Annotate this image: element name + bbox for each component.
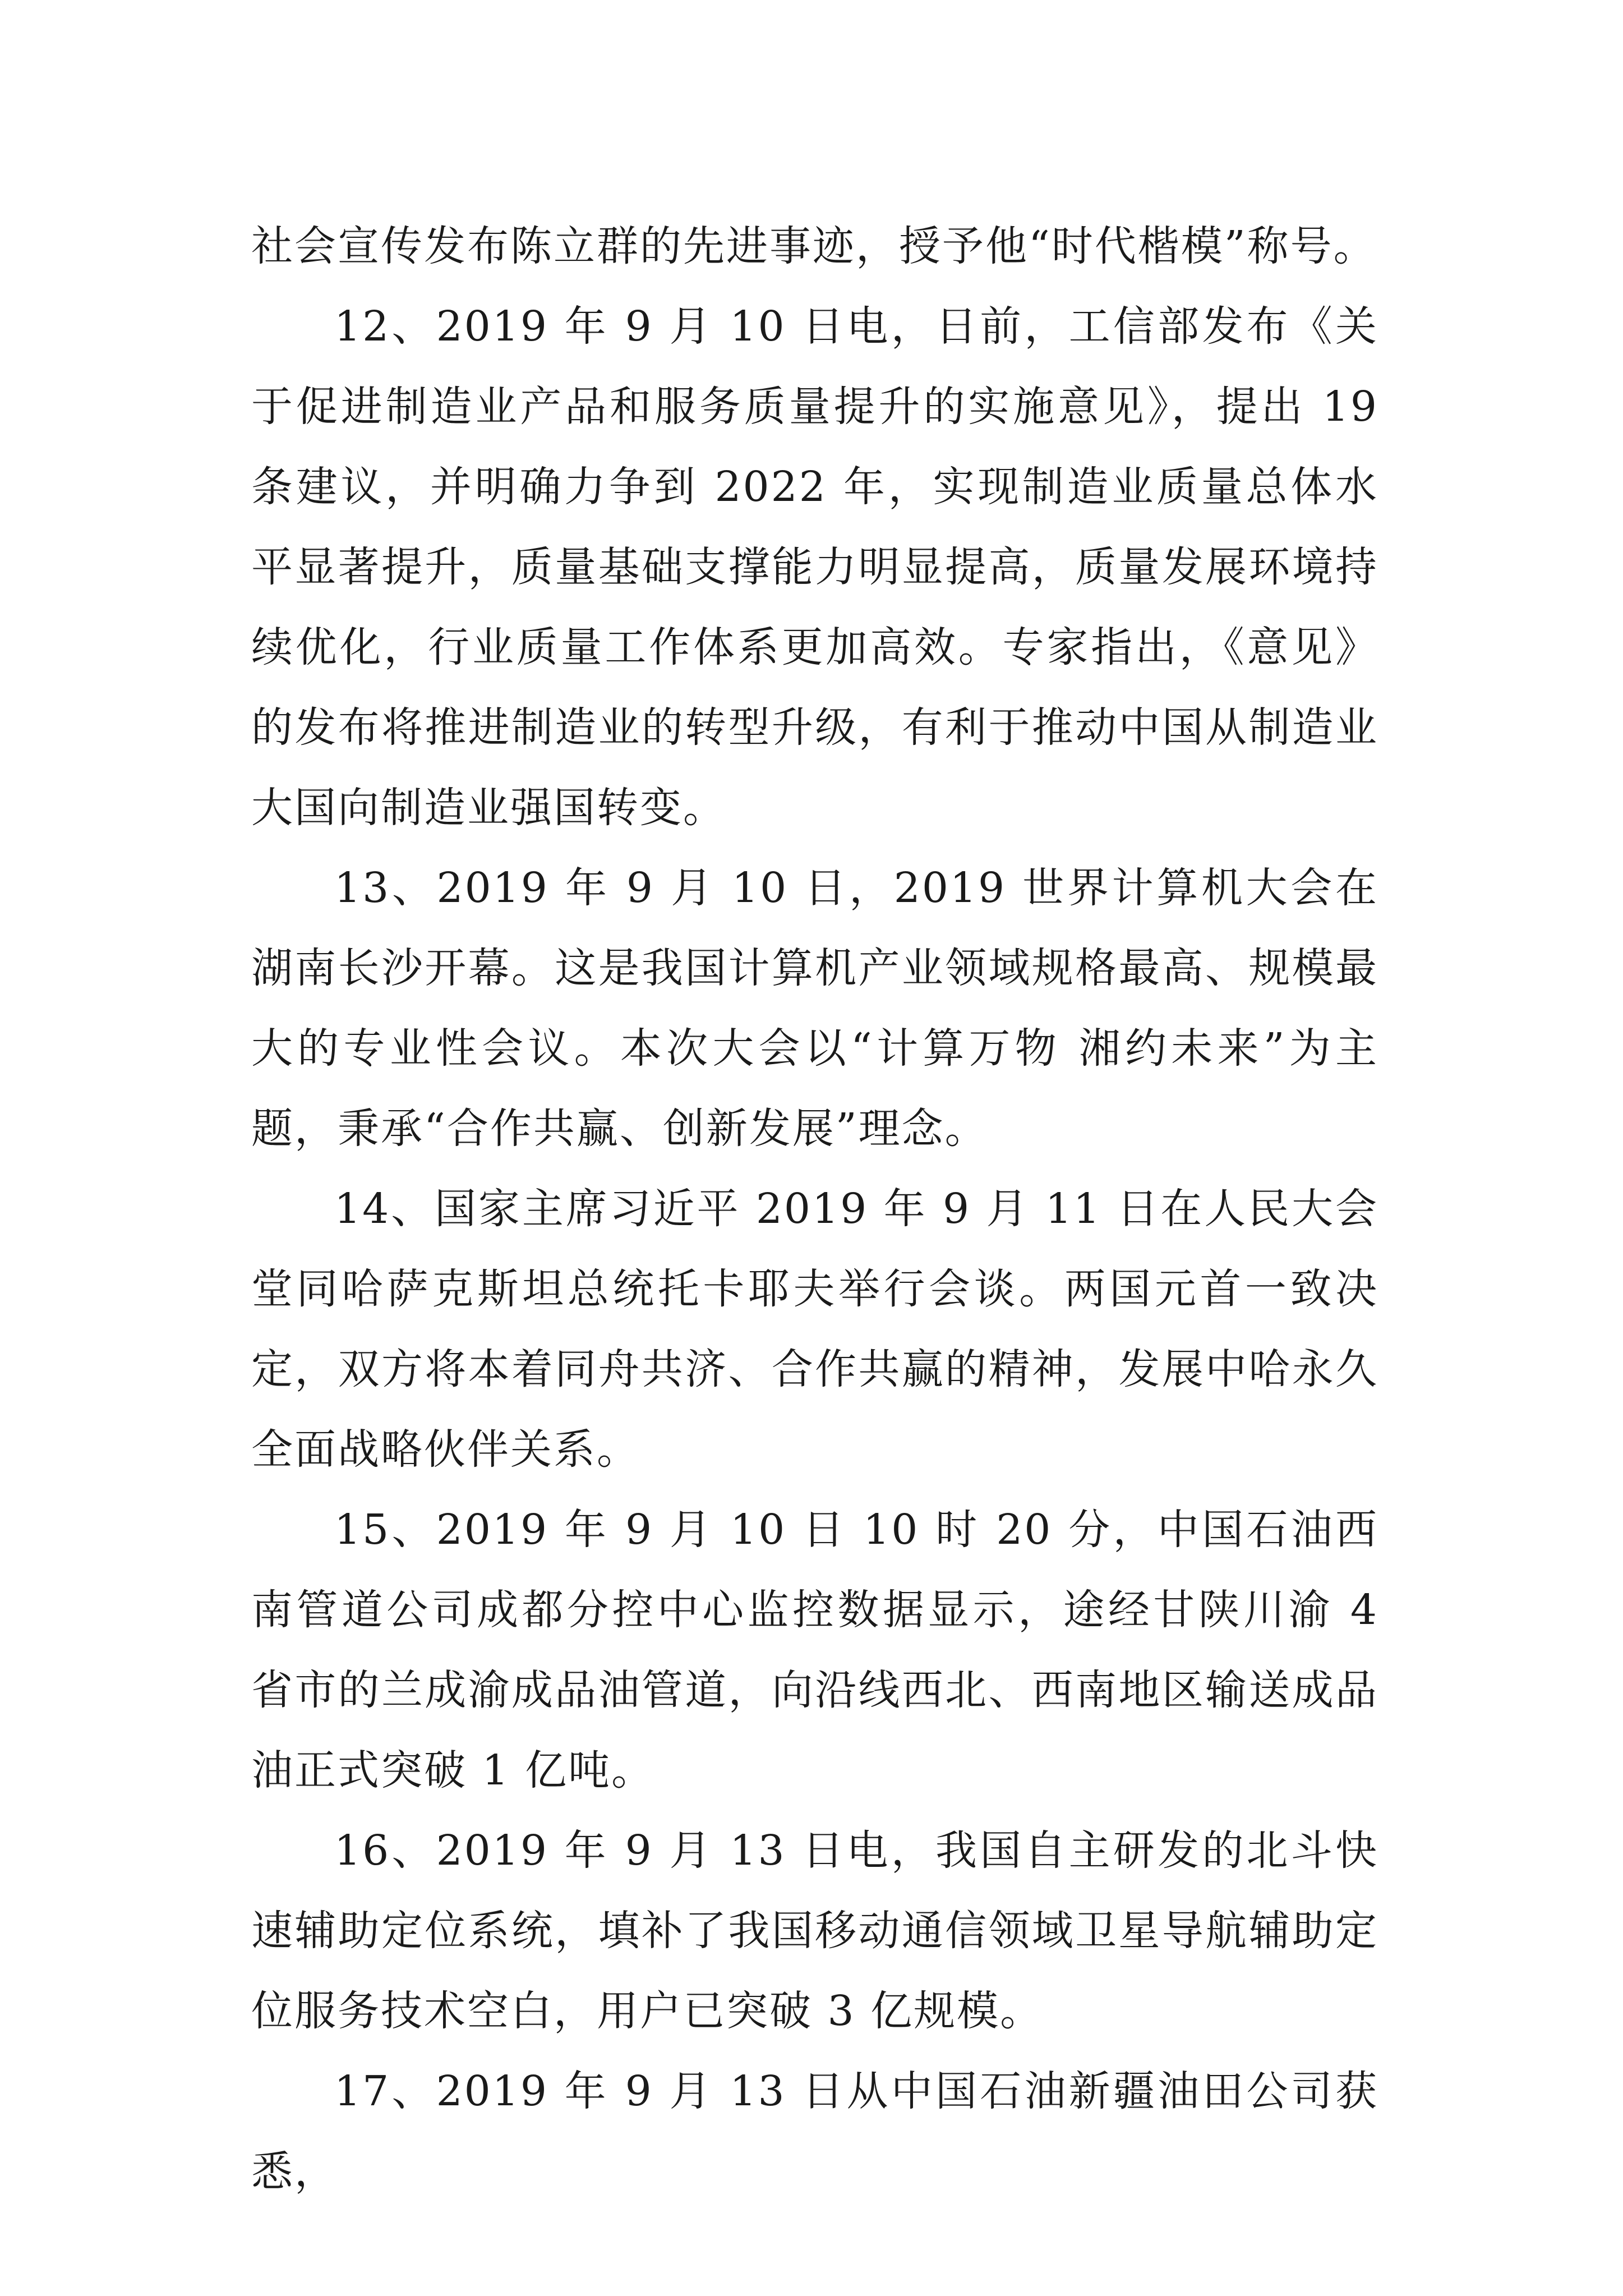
paragraph-item-14: 14、国家主席习近平 2019 年 9 月 11 日在人民大会堂同哈萨克斯坦总统托卡耶夫举行会谈。两国元首一致决定，双方将本着同舟共济、合作共赢的精神，发展中哈永久全面战略伙伴关系。 [251,1185,1378,1474]
paragraph-continuation: 社会宣传发布陈立群的先进事迹，授予他“时代楷模”称号。 [251,222,1377,270]
document-body [251,206,1378,2212]
paragraph-item-12: 12、2019 年 9 月 10 日电，日前，工信部发布《关于促进制造业产品和服务质量提升的实施意见》，提出 19 条建议，并明确力争到 2022 年，实现制造业质量总体水平显著提升，质量基础支撑能力明显提高，质量发展环境持续优化，行业质量工作体系更加高效。专家指出，《意见》的发布将推进制造业的转型升级，有利于推动中国从制造业大国向制造业强国转变。 [251,302,1378,832]
paragraph-item-15: 15、2019 年 9 月 10 日 10 时 20 分，中国石油西南管道公司成都分控中心监控数据显示，途经甘陕川渝 4 省市的兰成渝成品油管道，向沿线西北、西南地区输送成品油正式突破 1 亿吨。 [251,1506,1378,1795]
paragraph-item-17: 17、2019 年 9 月 13 日从中国石油新疆油田公司获悉， [251,2067,1378,2196]
paragraph-item-13: 13、2019 年 9 月 10 日，2019 世界计算机大会在湖南长沙开幕。这是我国计算机产业领域规格最高、规模最大的专业性会议。本次大会以“计算万物 湘约未来”为主题，秉承“合作共赢、创新发展”理念。 [251,864,1378,1153]
paragraph-item-16: 16、2019 年 9 月 13 日电，我国自主研发的北斗快速辅助定位系统，填补了我国移动通信领域卫星导航辅助定位服务技术空白，用户已突破 3 亿规模。 [251,1826,1378,2035]
